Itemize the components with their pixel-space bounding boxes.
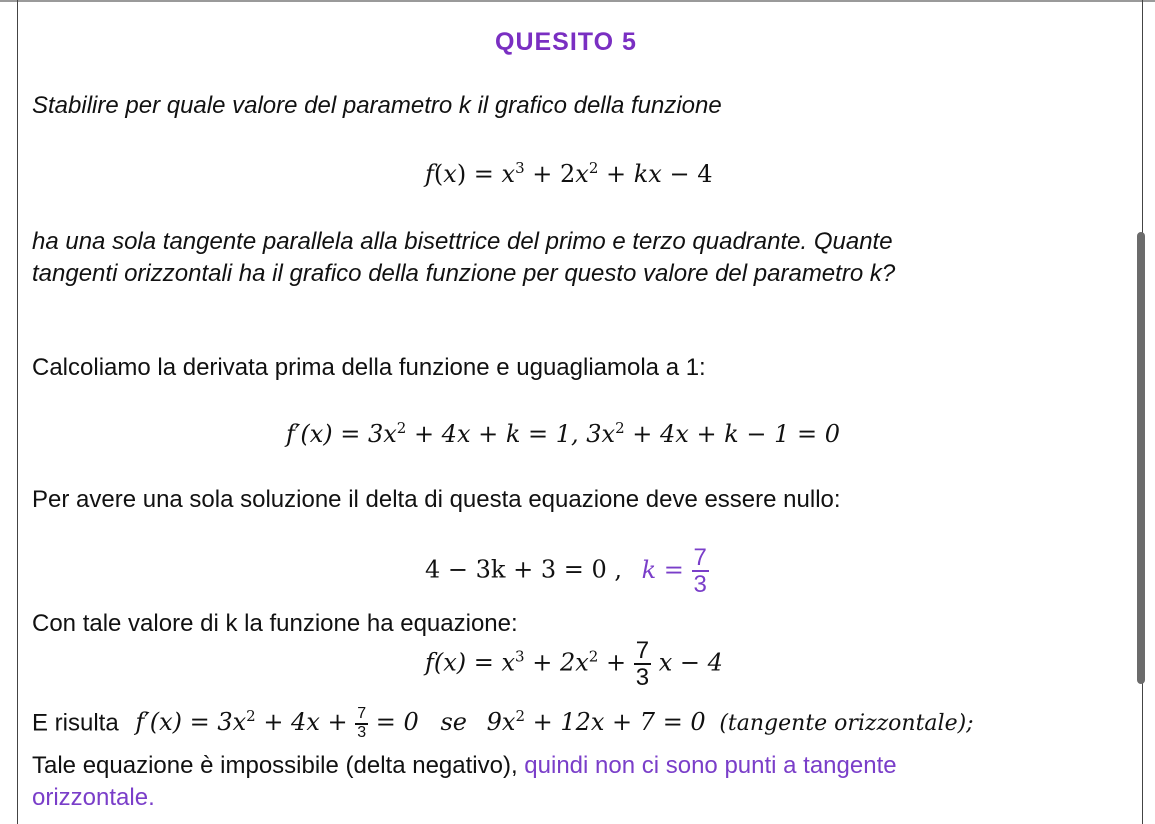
solution-paragraph-1: Calcoliamo la derivata prima della funzione e uguagliamola a 1: <box>32 354 706 381</box>
solution-paragraph-4: E risulta $f'(x) = 3x^2 + 4x$ + $\frac{7}{3}$ = 0 se $9x^2 + 12x + 7 = 0$ (tangente orizzontale); <box>32 705 974 741</box>
problem-line-1: Stabilire per quale valore del parametro k il grafico della funzione <box>32 92 722 119</box>
problem-formula: $f(x) = x^3 + 2x^2$ + kx − 4 <box>425 159 713 188</box>
top-border <box>0 0 1155 2</box>
solution-paragraph-5: Tale equazione è impossibile (delta negativo), quindi non ci sono punti a tangente <box>32 752 897 779</box>
equation-derivative: $f'(x) = 3x^2 + 4x + k = 1$, $3x^2 + 4x + k - 1 = 0$ <box>286 419 840 448</box>
scrollbar[interactable] <box>1137 232 1145 684</box>
page-title: QUESITO 5 <box>495 28 637 56</box>
equation-delta: 4 − 3k + 3 = 0 , k = $\frac{7}{3}$ <box>425 544 707 599</box>
solution-paragraph-3: Con tale valore di k la funzione ha equazione: <box>32 610 518 637</box>
left-border <box>17 0 18 824</box>
problem-line-2: ha una sola tangente parallela alla bisettrice del primo e terzo quadrante. Quante <box>32 228 893 255</box>
problem-line-3: tangenti orizzontali ha il grafico della funzione per questo valore del parametro k? <box>32 260 896 287</box>
solution-paragraph-5-cont: orizzontale. <box>32 784 155 811</box>
solution-paragraph-2: Per avere una sola soluzione il delta di questa equazione deve essere nullo: <box>32 486 841 513</box>
k-value: k = $\frac{7}{3}$ <box>641 544 707 599</box>
equation-function-k: $f(x) = x^3 + 2x^2$ + $\frac{7}{3}$ x − 4 <box>425 637 723 692</box>
